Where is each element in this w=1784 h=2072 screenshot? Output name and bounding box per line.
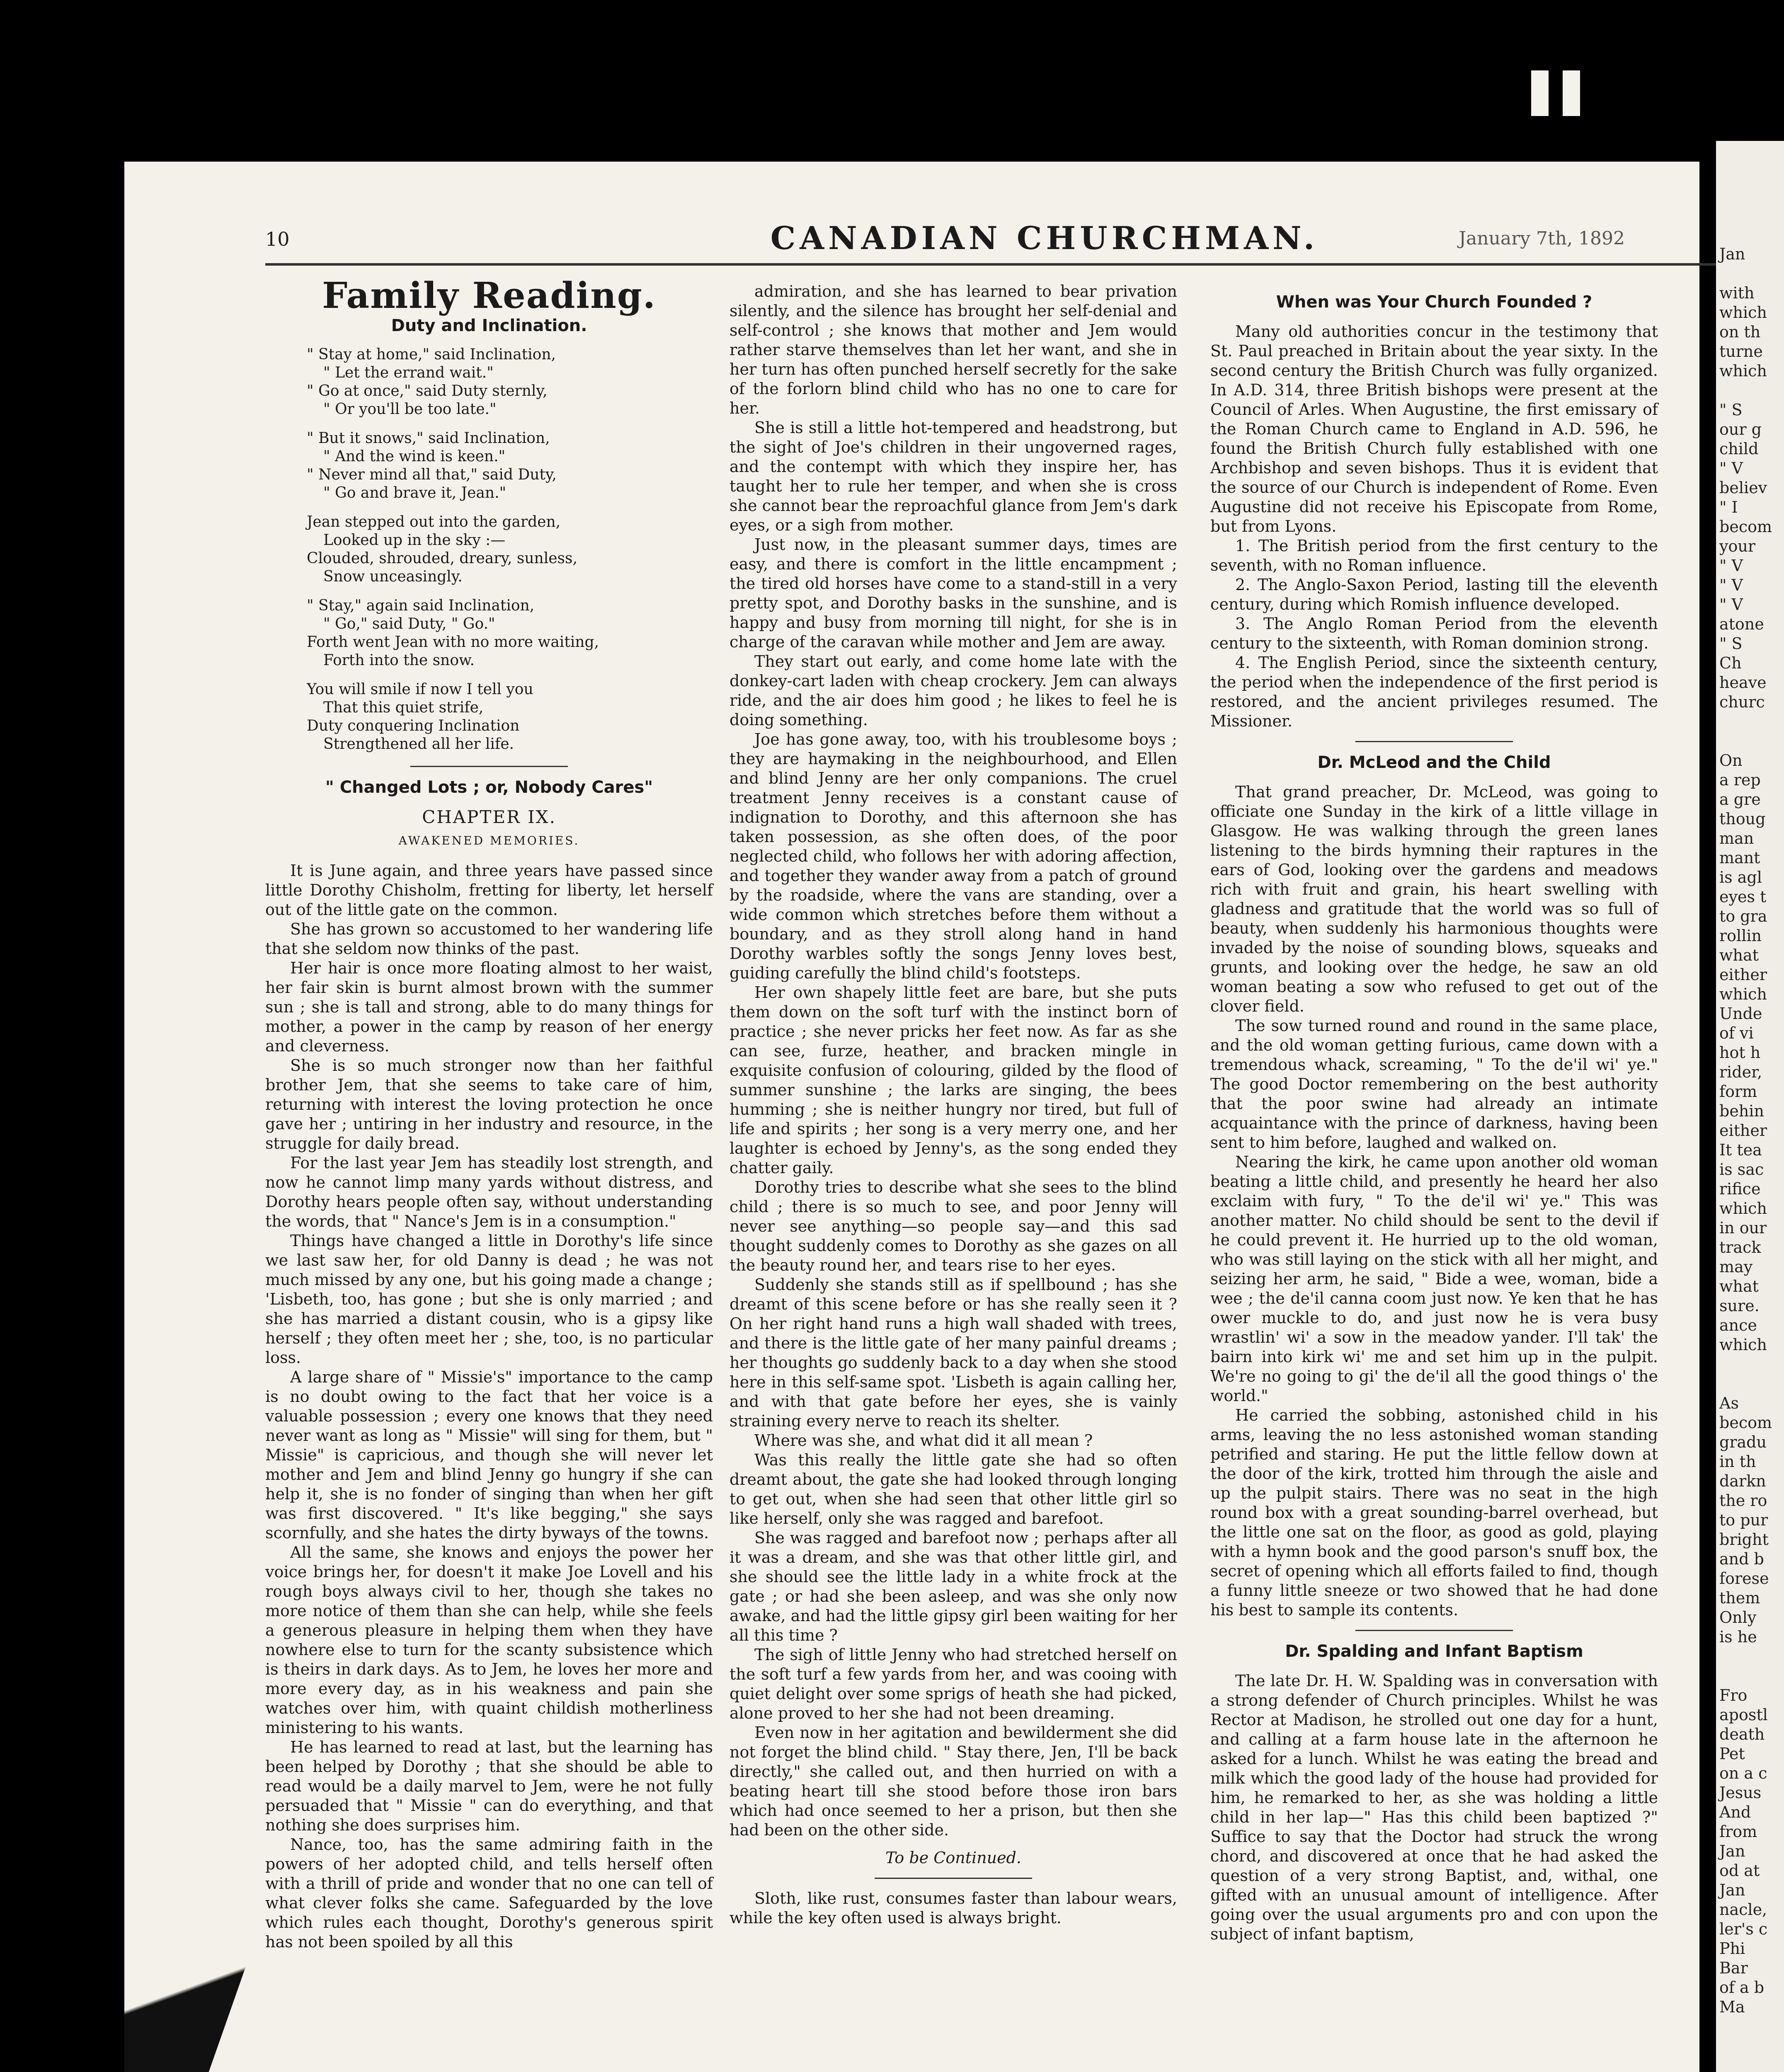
edge-text-line: child: [1719, 440, 1759, 458]
paragraph: Things have changed a little in Dorothy's life since we last saw her, for old Danny is dead ; he was not much missed by any one, but his going made a change ; 'Lisbeth, too, has gone ; but she is only married ; and she has married a distant cousin, who is a gipsy like herself ; they often meet her ; she, too, is no particular loss.: [265, 1232, 713, 1367]
edge-text-line: and b: [1719, 1550, 1764, 1568]
article-title-church-founded: When was Your Church Founded ?: [1276, 293, 1593, 312]
article-body-church-founded: [1210, 322, 1658, 731]
edge-text-line: rifice: [1719, 1180, 1761, 1198]
paragraph: Her hair is once more floating almost to her waist, her fair skin is burnt almost brown with the summer sun ; she is tall and strong, able to do many things for mother, a power in the camp by reason of her energy and cleverness.: [265, 959, 713, 1055]
edge-text-line: [1719, 381, 1784, 400]
paragraph: Nearing the kirk, he came upon another old woman beating a little child, and presently he heard her also exclaim with fury, " To the de'il wi' ye." This was another matter. No child should be sent to the devil if he could prevent it. He hurried up to the old woman, who was still laying on the stick with all her might, and seizing her arm, he said, " Bide a wee, woman, bide a wee ; the de'il canna coom just now. Ye ken that he has ower muckle to do, and just now he is vera busy wrastlin' wi' a sow in the meadow yander. I'll tak' the bairn into kirk wi' me and set him up in the pulpit. We're no going to gi' the de'il all the good things o' the world.": [1210, 1153, 1658, 1405]
edge-text-line: " V: [1719, 459, 1743, 477]
paragraph: For the last year Jem has steadily lost strength, and now he cannot limp many yards without distress, and Dorothy hears people often say, without understanding the words, that " Nance's Jem is in a consumption.": [265, 1154, 713, 1230]
divider: [1355, 741, 1513, 742]
newspaper-title: CANADIAN CHURCHMAN.: [770, 220, 1319, 257]
paragraph: Suddenly she stands still as if spellbound ; has she dreamt of this scene before or has she really seen it ? On her right hand runs a high wall shaded with trees, and there is the little gate of her many painful dreams ; her thoughts go suddenly back to a day when she stood here in this self-same spot. 'Lisbeth is again calling her, and with that gate before her eyes, she is vainly straining every nerve to reach its shelter.: [730, 1276, 1177, 1430]
edge-text-line: form: [1719, 1082, 1757, 1101]
edge-text-line: becom: [1719, 518, 1772, 536]
edge-text-line: them: [1719, 1589, 1760, 1607]
edge-text-line: " V: [1719, 595, 1743, 614]
divider: [410, 766, 568, 767]
poem-line: " Let the errand wait.": [323, 364, 494, 381]
edge-text-line: which: [1719, 1199, 1767, 1218]
paragraph: The late Dr. H. W. Spalding was in conversation with a strong defender of Church principles. Whilst he was Rector at Madison, he strolled out one day for a hunt, and calling at a farm house late in the afternoon he asked for a lunch. Whilst he was eating the bread and milk which the good lady of the house had provided for him, he remarked to her, as she was holding a little child in her lap—" Has this child been baptized ?" Suffice to say that the Doctor had struck the wrong chord, and discovered at once that he had asked the question of a very strong Baptist, and, withal, one gifted with an unusual amount of intelligence. After going over the usual arguments pro and con upon the subject of infant baptism,: [1210, 1672, 1658, 1943]
poem: [307, 346, 713, 753]
story-body: [265, 861, 713, 1952]
edge-text-line: which: [1719, 985, 1767, 1003]
edge-text-line: may: [1719, 1258, 1753, 1276]
edge-text-line: rollin: [1719, 927, 1762, 945]
paragraph: Where was she, and what did it all mean ?: [754, 1431, 1093, 1450]
edge-text-line: behin: [1719, 1102, 1764, 1120]
newspaper-page: [124, 162, 1699, 2072]
edge-text-line: Unde: [1719, 1005, 1762, 1023]
edge-text-line: And: [1719, 1803, 1751, 1821]
edge-text-line: what: [1719, 946, 1759, 964]
edge-text-line: a rep: [1719, 771, 1761, 789]
poem-line: Clouded, shrouded, dreary, sunless,: [307, 550, 577, 567]
binding-shadow: [124, 1923, 261, 2072]
poem-line: Snow unceasingly.: [323, 568, 463, 585]
edge-text-line: hot h: [1719, 1043, 1761, 1062]
edge-text-line: is he: [1719, 1628, 1757, 1646]
edge-text-line: either: [1719, 966, 1767, 984]
edge-text-line: [1719, 712, 1784, 731]
poem-title: Duty and Inclination.: [391, 316, 587, 335]
edge-text-line: death: [1719, 1725, 1765, 1743]
article-body-spalding: [1210, 1671, 1658, 1944]
edge-text-line: believ: [1719, 479, 1767, 497]
edge-text-line: Jan: [1719, 1881, 1745, 1899]
paragraph: The sow turned round and round in the same place, and the old woman getting furious, came down with a tremendous whack, screaming, " To the de'il wi' ye." The good Doctor remembering on the best authority that the poor swine had already an intimate acquaintance with the prince of darkness, having been sent to him before, laughed and walked on.: [1210, 1017, 1658, 1152]
edge-text-line: thoug: [1719, 810, 1766, 828]
poem-stanza: [307, 597, 713, 670]
edge-text-line: turne: [1719, 342, 1763, 361]
paragraph: All the same, she knows and enjoys the power her voice brings her, for doesn't it make Joe Lovell and his rough boys always civil to her, though she takes no more notice of them than she can help, while she feels a generous pleasure in helping them when they have nowhere else to turn for the scanty subsistence which is theirs in dark days. As to Jem, he loves her more and more every day, as in his weakness and pain she watches over him, with quaint childish motherliness ministering to his wants.: [265, 1543, 713, 1737]
edge-text-line: which: [1719, 1336, 1767, 1354]
edge-text-line: of a b: [1719, 1978, 1765, 1997]
edge-text-line: " I: [1719, 498, 1738, 516]
edge-text-line: [1719, 731, 1784, 751]
edge-text-line: to pur: [1719, 1511, 1768, 1529]
edge-text-line: which: [1719, 362, 1767, 380]
poem-line: Forth into the snow.: [323, 652, 475, 669]
edge-text-line: [1719, 1666, 1784, 1686]
paragraph: She has grown so accustomed to her wandering life that she seldom now thinks of the past.: [265, 920, 713, 958]
edge-text-line: forese: [1719, 1569, 1769, 1588]
poem-line: " Go at once," said Duty sternly,: [307, 382, 548, 399]
paragraph: She was ragged and barefoot now ; perhaps after all it was a dream, and she was that other little girl, and she should see the little lady in a white frock at the gate ; or had she been asleep, and was she only now awake, and had the little gipsy girl been waiting for her all this time ?: [730, 1529, 1177, 1644]
edge-text-line: [1719, 1355, 1784, 1374]
column-2: [730, 282, 1177, 1928]
poem-line: " Go," said Duty, " Go.": [323, 615, 495, 632]
paragraph: She is so much stronger now than her faithful brother Jem, that she seems to take care of him, returning with interest the loving protection he once gave her ; untiring in her industry and resource, in the struggle for daily bread.: [265, 1056, 713, 1152]
edge-text-line: becom: [1719, 1414, 1772, 1432]
article-body-mcleod: [1210, 782, 1658, 1620]
paragraph: admiration, and she has learned to bear privation silently, and the silence has brought her self-denial and self-control ; she knows that mother and Jem would rather starve themselves than let her want, and she in her turn has often punched herself secretly for the sake of the forlorn blind child who has no one to care for her.: [730, 282, 1177, 417]
paragraph: 1. The British period from the first century to the seventh, with no Roman influence.: [1210, 537, 1658, 574]
edge-text-line: darkn: [1719, 1472, 1766, 1490]
chapter-heading: CHAPTER IX.: [422, 807, 556, 827]
edge-text-line: in our: [1719, 1219, 1767, 1237]
story-title: " Changed Lots ; or, Nobody Cares": [325, 778, 653, 797]
edge-text-line: gradu: [1719, 1433, 1767, 1451]
poem-line: Looked up in the sky :—: [323, 532, 506, 549]
edge-text-line: your: [1719, 537, 1755, 555]
article-title-spalding: Dr. Spalding and Infant Baptism: [1285, 1642, 1583, 1661]
poem-stanza: [307, 680, 713, 753]
edge-text-line: is agl: [1719, 868, 1762, 886]
article-title-mcleod: Dr. McLeod and the Child: [1317, 753, 1551, 772]
proverb: Sloth, like rust, consumes faster than labour wears, while the key often used is always bright.: [730, 1889, 1177, 1927]
edge-text-line: " S: [1719, 401, 1743, 419]
edge-text-line: the ro: [1719, 1491, 1767, 1510]
edge-text-line: Only: [1719, 1608, 1757, 1627]
paragraph: It is June again, and three years have passed since little Dorothy Chisholm, fretting for liberty, let herself out of the little gate on the common.: [265, 862, 713, 919]
edge-text-line: bright: [1719, 1530, 1769, 1549]
paragraph: He carried the sobbing, astonished child in his arms, leaving the no less astonished woman standing petrified and staring. He put the little fellow down at the door of the kirk, trotted him through the aisle and up the pulpit stairs. There was no seat in the high round box with a great sounding-barrel overhead, but the little one sat on the floor, as good as gold, playing with a hymn book and the good parson's snuff box, the secret of opening which all efforts failed to find, though a funny little sneeze or two showed that he had done his best to sample its contents.: [1210, 1406, 1658, 1619]
poem-stanza: [307, 346, 713, 419]
paragraph: Nance, too, has the same admiring faith in the powers of her adopted child, and tells herself often with a thrill of pride and wonder that no one can tell of what clever folks she came. Safeguarded by the love which rules each thought, Dorothy's generous spirit has not been spoiled by all this: [265, 1835, 713, 1951]
poem-line: Duty conquering Inclination: [307, 717, 520, 734]
edge-text-line: on th: [1719, 323, 1761, 341]
poem-line: You will smile if now I tell you: [307, 681, 533, 698]
edge-text-line: nacle,: [1719, 1900, 1767, 1919]
edge-text-line: " V: [1719, 557, 1743, 575]
edge-text-line: ler's c: [1719, 1920, 1768, 1938]
poem-line: " Go and brave it, Jean.": [323, 484, 507, 501]
edge-text-line: apostl: [1719, 1706, 1768, 1724]
edge-text-line: atone: [1719, 615, 1764, 633]
paragraph: Was this really the little gate she had so often dreamt about, the gate she had looked through longing to get out, when she had seen that other little girl so like herself, only she was ragged and barefoot.: [730, 1451, 1177, 1527]
edge-text-line: man: [1719, 829, 1754, 847]
edge-text-line: Jan: [1719, 1842, 1745, 1860]
edge-text-line: Jesus: [1719, 1784, 1762, 1802]
column-3: [1210, 282, 1658, 1944]
edge-text-line: in th: [1719, 1452, 1756, 1471]
edge-text-line: " V: [1719, 576, 1743, 594]
edge-text-line: which: [1719, 303, 1767, 322]
edge-text-line: od at: [1719, 1861, 1760, 1880]
edge-text-line: " S: [1719, 634, 1743, 653]
edge-text-line: Phi: [1719, 1939, 1745, 1958]
edge-text-line: rider,: [1719, 1063, 1762, 1081]
edge-text-line: Pet: [1719, 1745, 1745, 1763]
edge-text-line: churc: [1719, 693, 1765, 711]
edge-text-line: ance: [1719, 1316, 1757, 1334]
edge-text-line: from: [1719, 1823, 1757, 1841]
paragraph: Many old authorities concur in the testimony that St. Paul preached in Britain about the year sixty. In the second century the British Church was fully organized. In A.D. 314, three British bishops were present at the Council of Arles. When Augustine, the first emissary of the Roman Church came to England in A.D. 596, he found the British Church fully established with one Archbishop and seven bishops. Thus it is evident that the source of our Church is independent of Rome. Even Augustine did not receive his Episcopate from Rome, but from Lyons.: [1210, 322, 1658, 535]
paragraph: 3. The Anglo Roman Period from the eleventh century to the sixteenth, with Roman dominion strong.: [1210, 615, 1658, 652]
to-be-continued: To be Continued.: [885, 1849, 1021, 1867]
column-1: [265, 275, 713, 1952]
paragraph: Her own shapely little feet are bare, but she puts them down on the soft turf with the instinct born of practice ; she never pricks her feet now. As far as she can see, furze, heather, and bracken mingle in exquisite confusion of colouring, gilded by the flood of summer sunshine ; the larks are singing, the bees humming ; she is neither hungry nor tired, but full of life and spirits ; her song is a very merry one, and her laughter is echoed by Jenny's, as the song ended they chatter gaily.: [730, 983, 1177, 1177]
edge-text-line: Jan: [1719, 245, 1745, 263]
paragraph: 2. The Anglo-Saxon Period, lasting till the eleventh century, during which Romish influence developed.: [1210, 576, 1658, 613]
edge-text-line: eyes t: [1719, 888, 1767, 906]
paragraph: 4. The English Period, since the sixteenth century, the period when the independence of the first period is restored, and the ancient privileges resumed. The Missioner.: [1210, 654, 1658, 730]
poem-line: " And the wind is keen.": [323, 448, 506, 465]
poem-line: " Stay at home," said Inclination,: [307, 346, 556, 363]
edge-text-line: [1719, 1647, 1784, 1666]
adjacent-page-edge: [1716, 141, 1784, 2072]
edge-text-line: heave: [1719, 673, 1767, 692]
story-body-continued: [730, 282, 1177, 1840]
paragraph: Joe has gone away, too, with his troublesome boys ; they are haymaking in the neighbourhood, and Ellen and blind Jenny are her only companions. The cruel treatment Jenny receives is a constant cause of indignation to Dorothy, and this afternoon she has taken possession, as she often does, of the poor neglected child, who follows her with adoring affection, and together they wander away from a patch of ground by the roadside, where the vans are standing, over a wide common which stretches before them without a boundary, and as they stroll along hand in hand Dorothy warbles softly the songs Jenny loves best, guiding carefully the blind child's footsteps.: [730, 730, 1177, 982]
poem-line: " Stay," again said Inclination,: [307, 597, 535, 614]
paragraph: They start out early, and come home late with the donkey-cart laden with cheap crockery. Jem can always ride, and the air does him good ; he likes to feel he is doing something.: [730, 652, 1177, 729]
edge-text-line: with: [1719, 284, 1755, 302]
poem-line: " But it snows," said Inclination,: [307, 430, 550, 447]
paragraph: A large share of " Missie's" importance to the camp is no doubt owing to the fact that her voice is a valuable possession ; every one knows that they need never want as long as " Missie" will sing for them, but " Missie" is capricious, and though she will never let mother and Jem and blind Jenny go hungry if she can help it, she is no fonder of singing than when her gift was first discovered. " It's like begging," she says scornfully, and she hates the dirty byways of the towns.: [265, 1368, 713, 1542]
paragraph: Just now, in the pleasant summer days, times are easy, and there is comfort in the little encampment ; the tired old horses have come to a stand-still in a very pretty spot, and Dorothy basks in the sunshine, and is happy and busy from morning till night, for she is in charge of the caravan while mother and Jem are away.: [730, 535, 1177, 651]
edge-text-line: is sac: [1719, 1160, 1764, 1179]
poem-stanza: [307, 429, 713, 502]
poem-line: Jean stepped out into the garden,: [307, 513, 561, 530]
masthead: [265, 220, 1716, 257]
edge-text-line: Ma: [1719, 1998, 1745, 2016]
edge-text-line: track: [1719, 1238, 1761, 1256]
poem-line: Strengthened all her life.: [323, 736, 514, 753]
edge-text-line: Bar: [1719, 1959, 1748, 1977]
paragraph: Dorothy tries to describe what she sees to the blind child ; there is so much to see, and poor Jenny will never see anything—so people say—and this sad thought suddenly comes to Dorothy as she gazes on all the beauty round her, and tears rise to her eyes.: [730, 1178, 1177, 1274]
divider: [1355, 1630, 1513, 1631]
divider: [875, 1878, 1032, 1879]
edge-text-line: of vi: [1719, 1024, 1754, 1042]
page-number: 10: [265, 228, 290, 250]
poem-line: " Or you'll be too late.": [323, 401, 497, 418]
paragraph: The sigh of little Jenny who had stretched herself on the soft turf a few yards from her, and was cooing with quiet delight over some sprigs of heath she had picked, alone proved to her she had not been dreaming.: [730, 1646, 1177, 1722]
paragraph: Even now in her agitation and bewilderment she did not forget the blind child. " Stay there, Jen, I'll be back directly," she called out, and then hurried on with a beating heart till she stood before those iron bars which had once seemed to her a prison, but then she had been on the other side.: [730, 1723, 1177, 1839]
paragraph: She is still a little hot-tempered and headstrong, but the sight of Joe's children in their ungoverned rages, and the contempt with which they inspire her, has taught her to rule her temper, and when she is cross she cannot bear the reproachful glance from Jem's dark eyes, or a sigh from mother.: [730, 419, 1177, 534]
edge-text-line: a gre: [1719, 790, 1761, 808]
edge-text-line: sure.: [1719, 1297, 1760, 1315]
edge-text-line: On: [1719, 751, 1743, 770]
poem-line: Forth went Jean with no more waiting,: [307, 634, 599, 651]
edge-text-line: Fro: [1719, 1686, 1748, 1704]
chapter-subheading: AWAKENED MEMORIES.: [398, 834, 580, 847]
edge-text-line: [1719, 264, 1784, 283]
film-frame-mark-top: [1531, 70, 1606, 116]
edge-text-line: our g: [1719, 420, 1762, 438]
edge-text-line: Ch: [1719, 654, 1742, 672]
edge-text-line: either: [1719, 1121, 1767, 1140]
masthead-rule: [265, 263, 1733, 266]
edge-text-line: on a c: [1719, 1764, 1767, 1782]
edge-text-line: [1719, 1374, 1784, 1394]
edge-text-line: It tea: [1719, 1141, 1762, 1159]
poem-stanza: [307, 513, 713, 586]
edge-text-line: to gra: [1719, 907, 1767, 925]
issue-date: January 7th, 1892: [1459, 228, 1625, 249]
edge-text-line: mant: [1719, 849, 1760, 867]
poem-line: That this quiet strife,: [323, 699, 484, 716]
edge-text-line: As: [1719, 1394, 1739, 1412]
paragraph: He has learned to read at last, but the learning has been helped by Dorothy ; that she should be able to read would be a daily marvel to Jem, were he not fully persuaded that " Missie " can do everything, and that nothing she does surprises him.: [265, 1738, 713, 1834]
poem-line: " Never mind all that," said Duty,: [307, 466, 557, 483]
section-title-family-reading: Family Reading.: [322, 275, 656, 317]
paragraph: That grand preacher, Dr. McLeod, was going to officiate one Sunday in the kirk of a little village in Glasgow. He was walking through the green lanes listening to the birds hymning their raptures in the ears of God, looking over the gardens and meadows rich with fruit and grain, his heart swelling with gladness and gratitude that the world was so full of beauty, when suddenly his harmonious thoughts were invaded by the noise of sounding blows, squeaks and grunts, and looking over the hedge, he saw an old woman beating a sow who refused to get out of the clover field.: [1210, 783, 1658, 1015]
edge-text-line: what: [1719, 1277, 1759, 1295]
